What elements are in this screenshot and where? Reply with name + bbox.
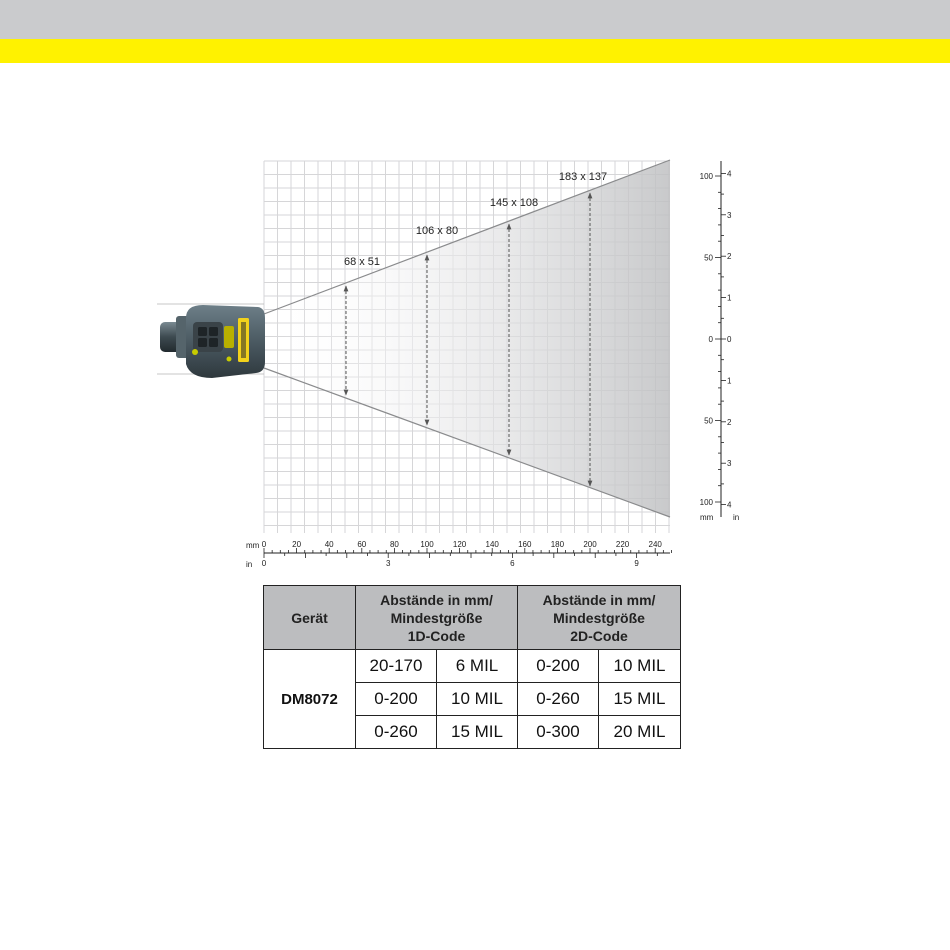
- table-cell: 0-260: [518, 683, 599, 716]
- fov-label-1: 68 x 51: [343, 256, 381, 268]
- y-tick-label-in: 3: [727, 210, 732, 220]
- y-tick-label-in: 0: [727, 335, 732, 344]
- y-tick-label-in: 3: [727, 459, 732, 469]
- table-cell: 10 MIL: [599, 650, 681, 683]
- y-axis: [700, 161, 740, 522]
- x-tick-label-mm: 140: [485, 540, 499, 549]
- device-name: DM8072: [264, 650, 356, 749]
- y-tick-label-mm: 0: [708, 335, 713, 344]
- x-tick-label-in: 3: [385, 559, 391, 568]
- x-tick-label-in: 9: [634, 559, 639, 568]
- y-tick-label-in: 4: [727, 169, 732, 179]
- table-row: [264, 650, 681, 683]
- fov-label-2: 106 x 80: [415, 225, 459, 237]
- header-2d-code: Abstände in mm/ Mindestgröße 2D-Code: [518, 586, 681, 650]
- x-tick-label-mm: 160: [518, 540, 532, 549]
- x-tick-label-mm: 200: [583, 540, 597, 549]
- barcode-reader-icon: [160, 305, 265, 378]
- x-axis-unit-in: in: [246, 560, 253, 569]
- table-cell: 0-260: [356, 716, 437, 749]
- y-tick-label-mm: 50: [704, 253, 713, 263]
- table-cell: 0-200: [356, 683, 437, 716]
- table-cell: 20-170: [356, 650, 437, 683]
- table-cell: 0-300: [518, 716, 599, 749]
- table-header-row: [264, 586, 681, 650]
- table-cell: 20 MIL: [599, 716, 681, 749]
- x-tick-label-mm: 40: [324, 540, 334, 549]
- x-tick-label-mm: 240: [648, 540, 662, 549]
- y-tick-label-in: 1: [727, 376, 732, 386]
- header-device: Gerät: [264, 586, 356, 650]
- x-tick-label-mm: 180: [550, 540, 565, 549]
- x-axis-unit-mm: mm: [246, 541, 260, 550]
- y-tick-label-in: 2: [727, 417, 732, 427]
- x-tick-label-in: 6: [510, 559, 515, 568]
- x-tick-label-mm: 220: [615, 540, 630, 549]
- y-tick-label-in: 4: [727, 500, 732, 510]
- table-cell: 10 MIL: [437, 683, 518, 716]
- x-tick-label-mm: 0: [261, 540, 267, 549]
- y-tick-label-in: 1: [727, 293, 732, 303]
- table-cell: 15 MIL: [599, 683, 681, 716]
- y-tick-label-in: 2: [727, 252, 732, 262]
- y-tick-label-mm: 100: [699, 498, 713, 507]
- y-tick-label-mm: 100: [699, 172, 713, 181]
- x-tick-label-mm: 80: [389, 540, 399, 549]
- x-tick-label-mm: 20: [292, 540, 302, 549]
- x-axis: [246, 540, 672, 569]
- table-cell: 15 MIL: [437, 716, 518, 749]
- x-tick-label-in: 0: [261, 559, 267, 568]
- table-cell: 0-200: [518, 650, 599, 683]
- x-tick-label-mm: 120: [452, 540, 467, 549]
- table-cell: 6 MIL: [437, 650, 518, 683]
- y-axis-unit-in: in: [733, 513, 740, 522]
- x-tick-label-mm: 100: [420, 540, 434, 549]
- fov-label-4: 183 x 137: [558, 171, 608, 183]
- y-axis-unit-mm: mm: [700, 513, 714, 522]
- y-tick-label-mm: 50: [704, 416, 713, 426]
- fov-label-3: 145 x 108: [489, 197, 539, 209]
- x-tick-label-mm: 60: [357, 540, 367, 549]
- header-1d-code: Abstände in mm/ Mindestgröße 1D-Code: [356, 586, 518, 650]
- spec-table: [263, 585, 681, 749]
